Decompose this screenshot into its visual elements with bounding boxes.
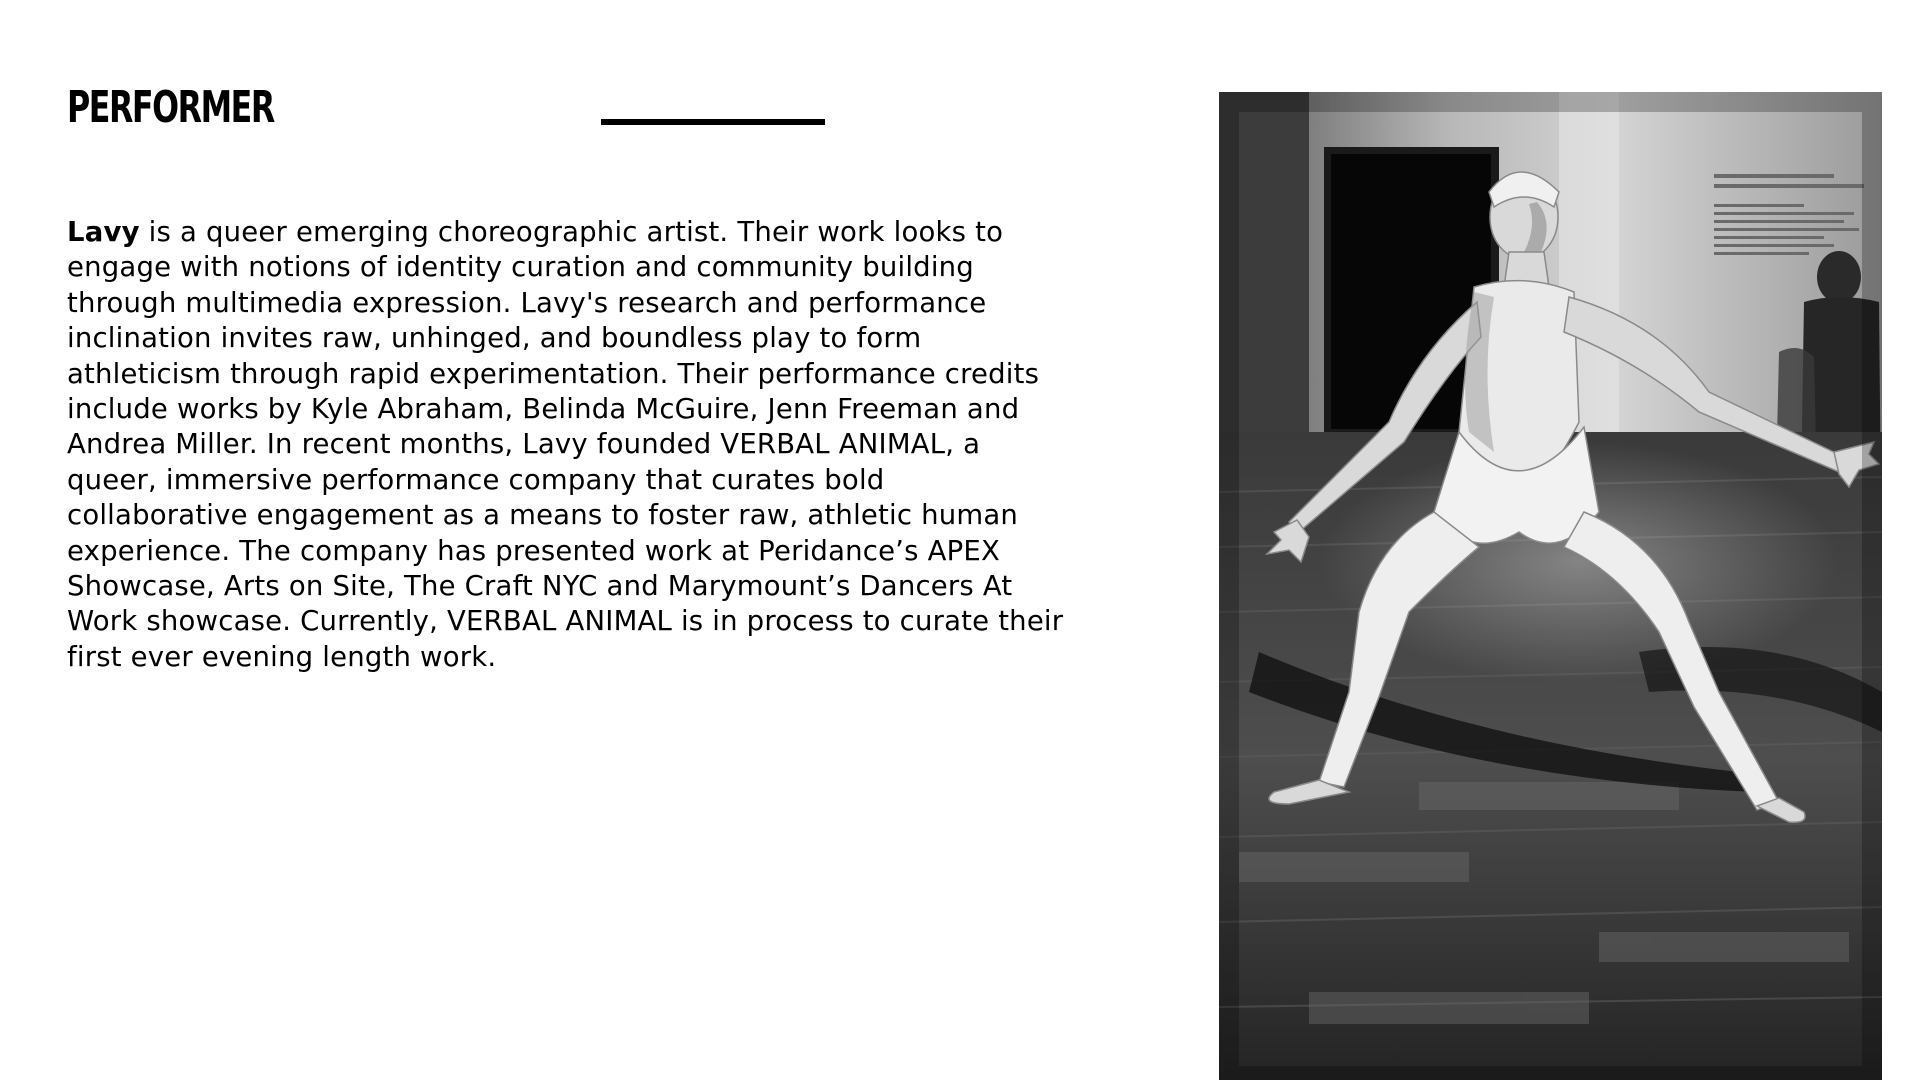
page-title: PERFORMER [67, 82, 274, 133]
performer-bio [67, 215, 1067, 675]
performer-name: Lavy [67, 216, 140, 248]
performer-photo [1219, 92, 1882, 1080]
performer-bio-text: is a queer emerging choreographic artist. Their work looks to engage with notions of identity curation and community building through multimedia expression. Lavy's research and performance inclination invites raw, unhinged, and boundless play to form athleticism through rapid experimentation. Their performance credits include works by Kyle Abraham, Belinda McGuire, Jenn Freeman and Andrea Miller. In recent months, Lavy founded VERBAL ANIMAL, a queer, immersive performance company that curates bold collaborative engagement as a means to foster raw, athletic human experience. The company has presented work at Peridance’s APEX Showcase, Arts on Site, The Craft NYC and Marymount’s Dancers At Work showcase. Currently, VERBAL ANIMAL is in process to curate their first ever evening length work. [67, 216, 1064, 673]
title-underline-rule [601, 119, 825, 125]
dancer-photo-illustration [1219, 92, 1882, 1080]
